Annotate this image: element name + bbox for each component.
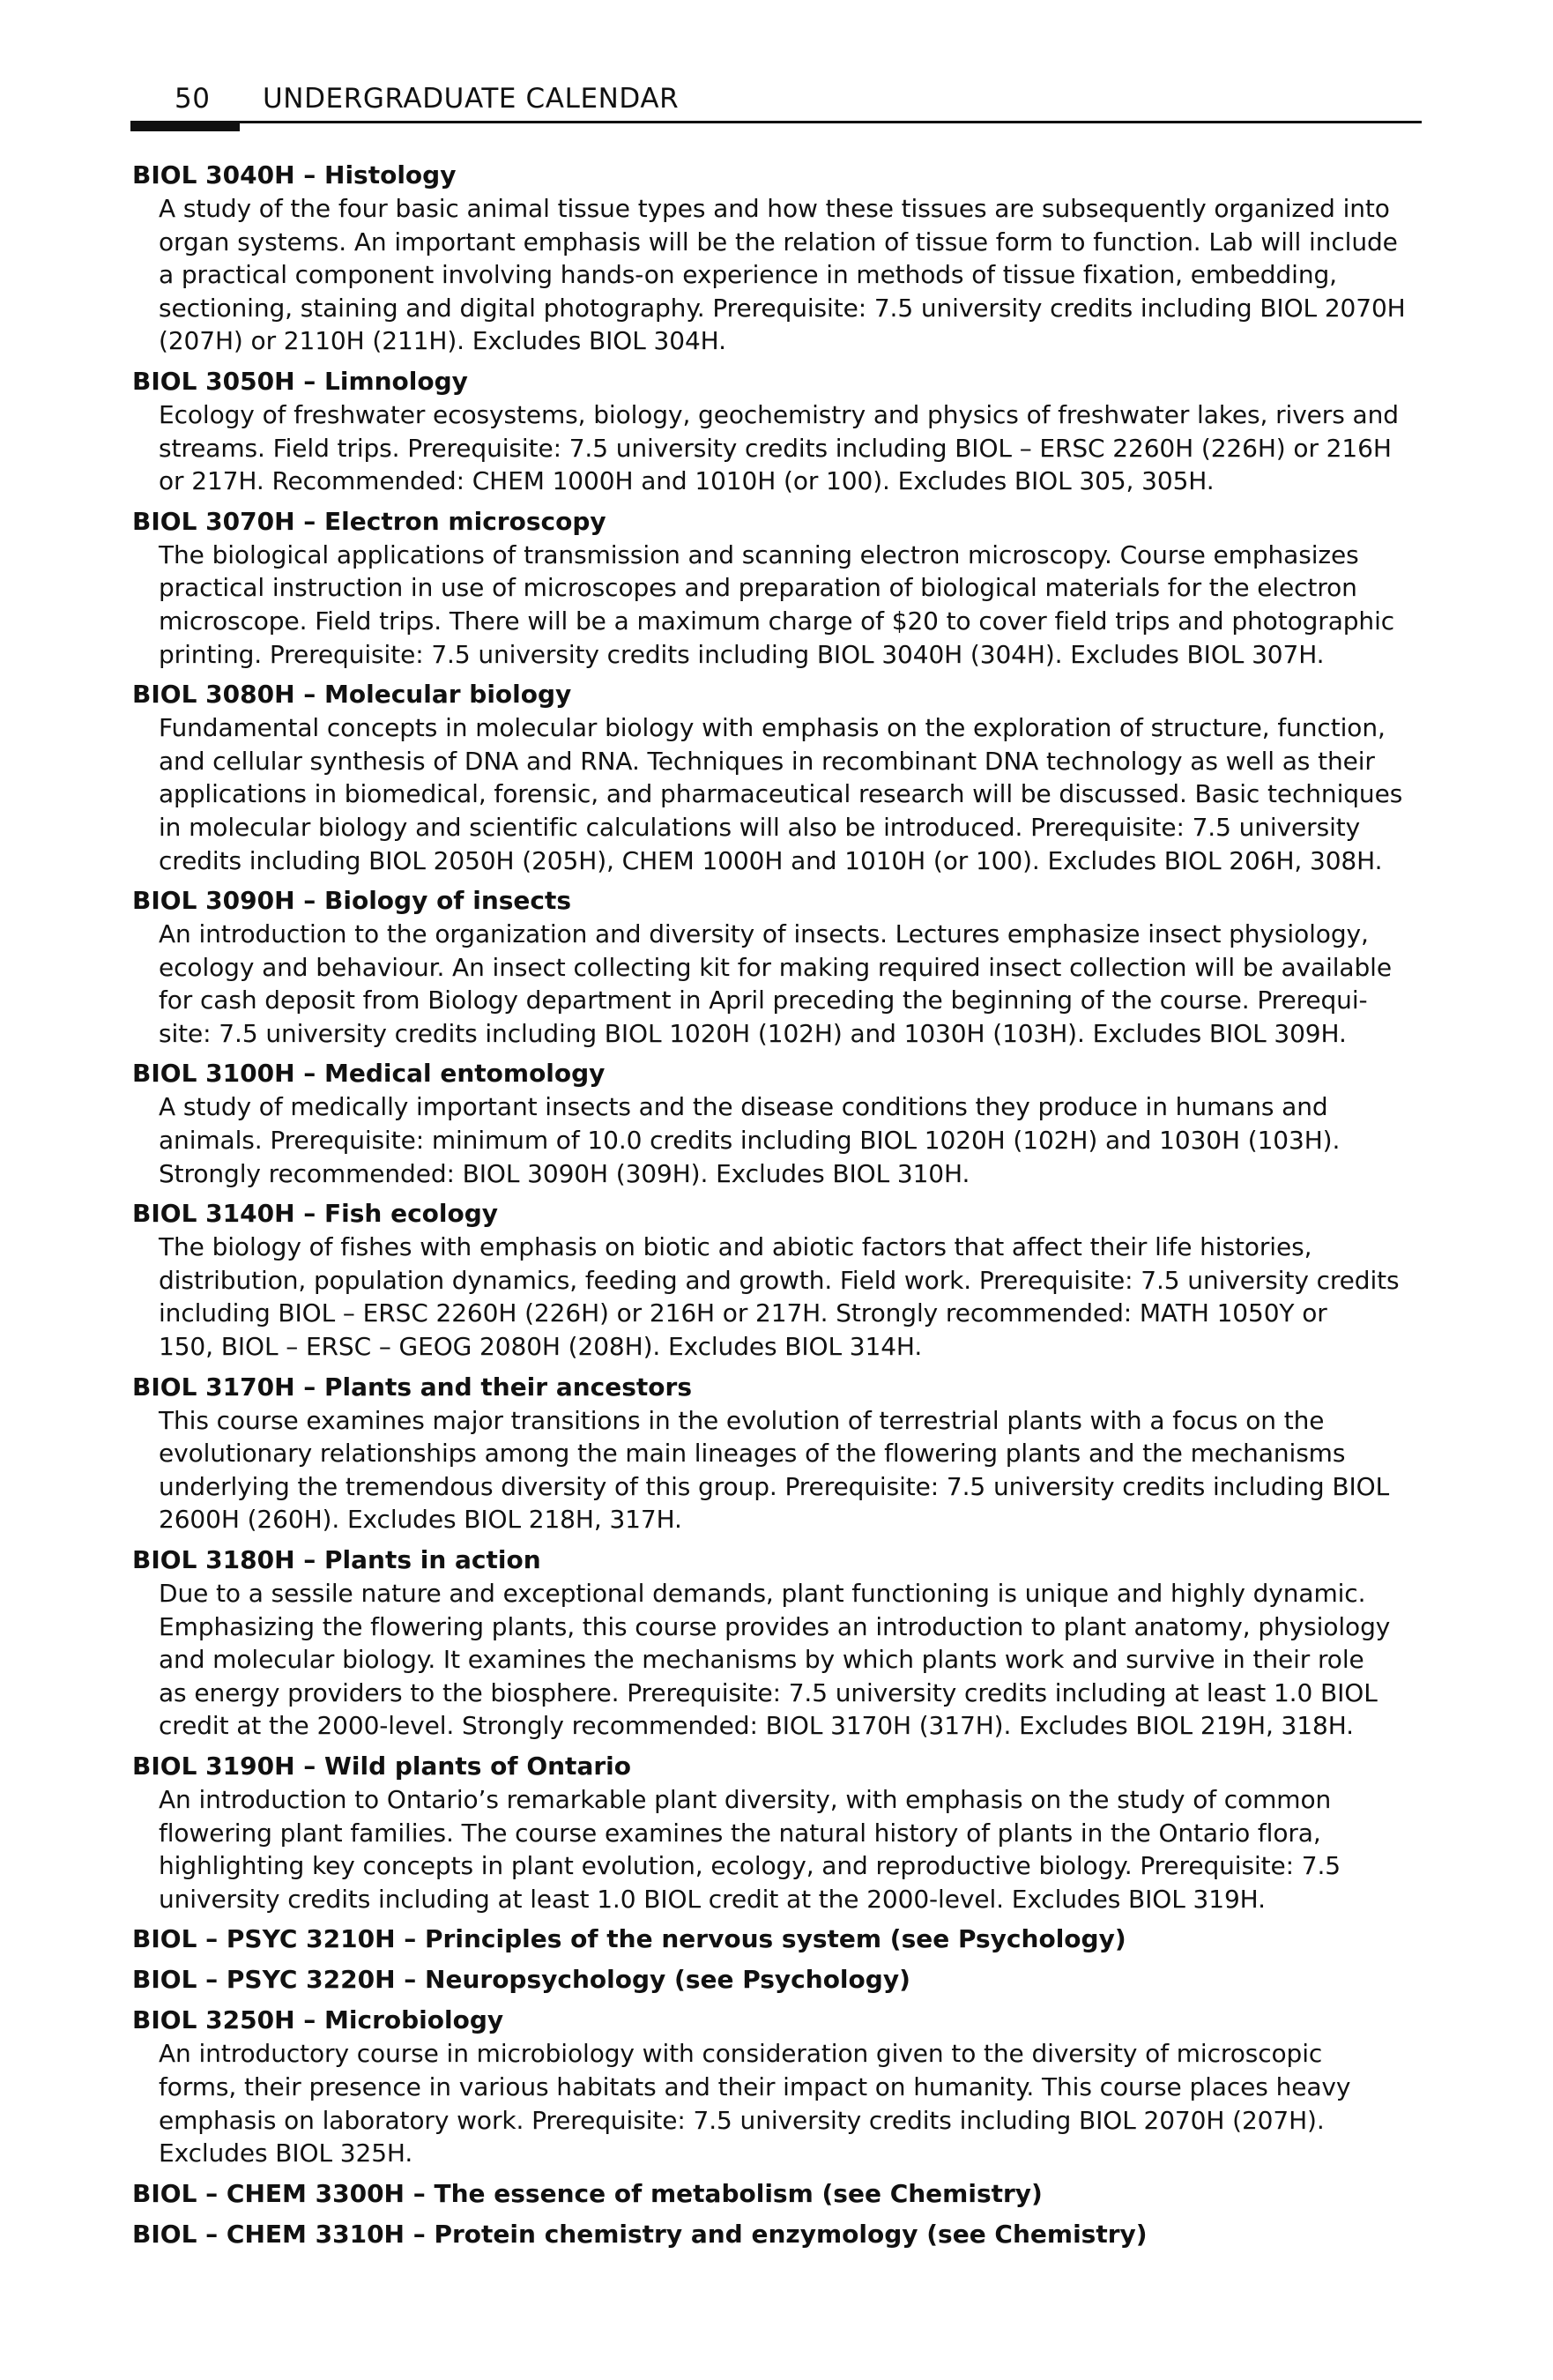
description-line: underlying the tremendous diversity of this group. Prerequisite: 7.5 university credits including BIOL (159, 1471, 1390, 1501)
description-line: animals. Prerequisite: minimum of 10.0 credits including BIOL 1020H (102H) and 1030H (103H). (159, 1126, 1341, 1156)
description-line: An introductory course in microbiology with consideration given to the diversity of microscopic (159, 2039, 1323, 2069)
description-line: credit at the 2000-level. Strongly recommended: BIOL 3170H (317H). Excludes BIOL 219H, 318H. (159, 1711, 1354, 1741)
course-description (159, 539, 1423, 671)
course-description (159, 1404, 1423, 1536)
description-line: a practical component involving hands-on experience in methods of tissue fixation, embedding, (159, 260, 1337, 290)
description-line: Excludes BIOL 325H. (159, 2138, 413, 2168)
course-entry (132, 2004, 1423, 2169)
course-description (159, 192, 1423, 358)
course-description (159, 2037, 1423, 2169)
course-entry (132, 2218, 1423, 2251)
description-line: flowering plant families. The course examines the natural history of plants in the Ontario flora, (159, 1818, 1321, 1848)
description-line: credits including BIOL 2050H (205H), CHEM 1000H and 1010H (or 100). Excludes BIOL 206H, 308H. (159, 845, 1383, 875)
course-entry (132, 678, 1423, 877)
description-line: forms, their presence in various habitats and their impact on humanity. This course places heavy (159, 2071, 1351, 2101)
course-title: BIOL – CHEM 3310H – Protein chemistry and enzymology (see Chemistry) (132, 2219, 1148, 2249)
course-title: BIOL 3170H – Plants and their ancestors (132, 1372, 693, 1402)
course-title: BIOL 3100H – Medical entomology (132, 1059, 606, 1089)
course-description (159, 711, 1423, 877)
running-title: UNDERGRADUATE CALENDAR (263, 83, 680, 115)
course-description (159, 1090, 1423, 1190)
description-line: Fundamental concepts in molecular biology with emphasis on the exploration of structure, function, (159, 713, 1386, 743)
description-line: streams. Field trips. Prerequisite: 7.5 university credits including BIOL – ERSC 2260H (226H) or 216H (159, 433, 1392, 463)
course-entry (132, 1371, 1423, 1536)
course-title: BIOL – CHEM 3300H – The essence of metabolism (see Chemistry) (132, 2178, 1043, 2208)
description-line: evolutionary relationships among the main lineages of the flowering plants and the mechanisms (159, 1439, 1346, 1469)
course-title: BIOL 3190H – Wild plants of Ontario (132, 1751, 631, 1781)
course-entry (132, 1543, 1423, 1743)
description-line: university credits including at least 1.0 BIOL credit at the 2000-level. Excludes BIOL 319H. (159, 1884, 1266, 1914)
header-rule (130, 121, 1422, 123)
course-title: BIOL 3180H – Plants in action (132, 1545, 541, 1574)
course-list (132, 159, 1423, 2258)
course-entry (132, 2177, 1423, 2211)
description-line: sectioning, staining and digital photography. Prerequisite: 7.5 university credits including BIOL 2070H (159, 293, 1406, 323)
description-line: 2600H (260H). Excludes BIOL 218H, 317H. (159, 1505, 682, 1535)
course-entry (132, 505, 1423, 671)
description-line: Strongly recommended: BIOL 3090H (309H). Excludes BIOL 310H. (159, 1158, 970, 1188)
course-description (159, 1577, 1423, 1743)
description-line: printing. Prerequisite: 7.5 university credits including BIOL 3040H (304H). Excludes BIOL 307H. (159, 639, 1325, 669)
course-entry (132, 1057, 1423, 1190)
description-line: 150, BIOL – ERSC – GEOG 2080H (208H). Excludes BIOL 314H. (159, 1332, 923, 1362)
course-description (159, 398, 1423, 498)
description-line: A study of the four basic animal tissue types and how these tissues are subsequently organized into (159, 194, 1390, 223)
course-entry (132, 365, 1423, 498)
description-line: and molecular biology. It examines the mechanisms by which plants work and survive in their role (159, 1645, 1364, 1675)
description-line: or 217H. Recommended: CHEM 1000H and 1010H (or 100). Excludes BIOL 305, 305H. (159, 466, 1215, 496)
course-title: BIOL 3140H – Fish ecology (132, 1199, 499, 1229)
description-line: site: 7.5 university credits including BIOL 1020H (102H) and 1030H (103H). Excludes BIOL 309H. (159, 1018, 1347, 1048)
description-line: practical instruction in use of microscopes and preparation of biological materials for the electron (159, 573, 1357, 603)
course-description (159, 918, 1423, 1050)
page-header (130, 79, 1422, 134)
course-description (159, 1783, 1423, 1915)
description-line: for cash deposit from Biology department in April preceding the beginning of the course. Prerequi- (159, 985, 1368, 1015)
description-line: The biology of fishes with emphasis on biotic and abiotic factors that affect their life histories, (159, 1232, 1312, 1262)
description-line: distribution, population dynamics, feeding and growth. Field work. Prerequisite: 7.5 university credits (159, 1265, 1400, 1295)
course-entry (132, 159, 1423, 358)
description-line: highlighting key concepts in plant evolution, ecology, and reproductive biology. Prerequisite: 7.5 (159, 1851, 1341, 1881)
description-line: (207H) or 2110H (211H). Excludes BIOL 304H. (159, 326, 726, 356)
description-line: organ systems. An important emphasis will be the relation of tissue form to function. Lab will include (159, 227, 1398, 257)
description-line: emphasis on laboratory work. Prerequisite: 7.5 university credits including BIOL 2070H (207H). (159, 2105, 1325, 2135)
description-line: This course examines major transitions in the evolution of terrestrial plants with a focus on the (159, 1405, 1325, 1435)
course-entry (132, 1923, 1423, 1956)
description-line: Emphasizing the flowering plants, this course provides an introduction to plant anatomy, physiology (159, 1611, 1391, 1641)
description-line: An introduction to the organization and diversity of insects. Lectures emphasize insect physiology, (159, 919, 1369, 949)
description-line: applications in biomedical, forensic, and pharmaceutical research will be discussed. Basic techniques (159, 779, 1403, 809)
description-line: An introduction to Ontario’s remarkable plant diversity, with emphasis on the study of common (159, 1784, 1332, 1814)
page-number: 50 (175, 83, 211, 115)
course-title: BIOL 3070H – Electron microscopy (132, 506, 606, 536)
course-title: BIOL 3250H – Microbiology (132, 2005, 504, 2035)
description-line: Ecology of freshwater ecosystems, biology, geochemistry and physics of freshwater lakes, rivers and (159, 399, 1399, 429)
course-entry (132, 1963, 1423, 1997)
course-title: BIOL 3040H – Histology (132, 160, 457, 190)
header-rule-accent (130, 121, 240, 131)
description-line: in molecular biology and scientific calculations will also be introduced. Prerequisite: 7.5 university (159, 812, 1361, 842)
course-entry (132, 884, 1423, 1050)
course-title: BIOL – PSYC 3210H – Principles of the nervous system (see Psychology) (132, 1924, 1126, 1954)
course-entry (132, 1750, 1423, 1915)
description-line: The biological applications of transmission and scanning electron microscopy. Course emphasizes (159, 539, 1359, 569)
description-line: ecology and behaviour. An insect collecting kit for making required insect collection will be available (159, 952, 1392, 982)
course-title: BIOL 3050H – Limnology (132, 366, 468, 396)
course-entry (132, 1197, 1423, 1363)
description-line: Due to a sessile nature and exceptional demands, plant functioning is unique and highly dynamic. (159, 1579, 1366, 1608)
description-line: microscope. Field trips. There will be a maximum charge of $20 to cover field trips and photographic (159, 606, 1395, 636)
description-line: and cellular synthesis of DNA and RNA. Techniques in recombinant DNA technology as well as their (159, 746, 1375, 776)
course-title: BIOL – PSYC 3220H – Neuropsychology (see Psychology) (132, 1965, 910, 1995)
description-line: as energy providers to the biosphere. Prerequisite: 7.5 university credits including at least 1.0 BIOL (159, 1677, 1378, 1707)
course-description (159, 1231, 1423, 1363)
course-title: BIOL 3090H – Biology of insects (132, 886, 572, 916)
course-title: BIOL 3080H – Molecular biology (132, 680, 572, 710)
description-line: including BIOL – ERSC 2260H (226H) or 216H or 217H. Strongly recommended: MATH 1050Y or (159, 1298, 1327, 1328)
description-line: A study of medically important insects and the disease conditions they produce in humans and (159, 1092, 1328, 1122)
